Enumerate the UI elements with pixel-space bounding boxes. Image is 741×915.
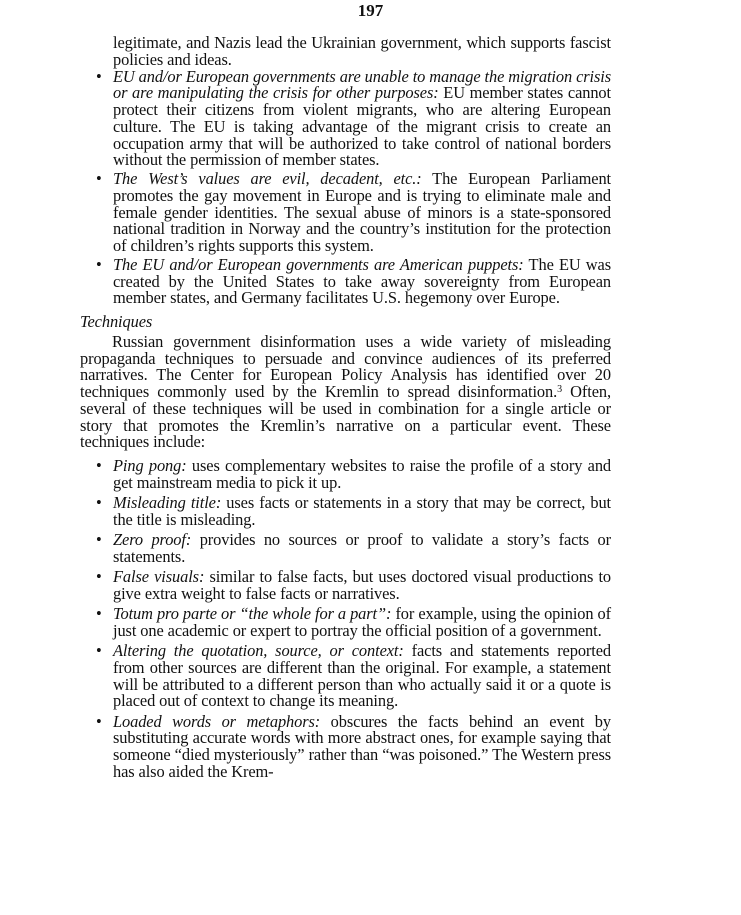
intro-text-part-2: Often, several of these techniques will be used in combination for a single article or story that promotes the Kremlin’s narrative on a particular event. These techniques include: [80, 382, 611, 452]
technique-item [80, 532, 611, 566]
technique-text: provides no sources or proof to validate a story’s facts or statements. [113, 530, 611, 566]
narrative-lead: The West’s values are evil, decadent, etc.: [113, 169, 422, 188]
technique-text: uses facts or statements in a story that may be correct, but the title is misleading. [113, 493, 612, 529]
technique-text: for example, using the opinion of just one academic or expert to portray the official position of a government. [113, 604, 611, 640]
bullet-icon: • [96, 66, 102, 86]
narrative-text: The EU was created by the United States to take away sovereignty from European member states, and Germany facilitates U.S. hegemony over Europe. [113, 254, 612, 308]
technique-item [80, 458, 611, 492]
narrative-item [80, 66, 611, 170]
technique-lead: Zero proof: [113, 530, 192, 549]
narrative-lead: EU and/or European governments are unable to manage the migration crisis or are manipulating the crisis for other purposes: [113, 66, 611, 103]
technique-item [80, 606, 611, 640]
bullet-icon: • [96, 530, 102, 549]
continuation-paragraph: legitimate, and Nazis lead the Ukrainian government, which supports fascist policies and ideas. [113, 33, 611, 69]
technique-text: obscures the facts behind an event by substituting accurate words with more abstract ones, for example saying that someone “died mysteriously” rather than “was poisoned.” The Western press has also aided the Krem- [113, 711, 611, 781]
technique-text: facts and statements reported from other sources are different than the original. For example, a statement will be attributed to a different person than who actually said it or a quote is placed out of context to change its meaning. [113, 641, 612, 711]
technique-item [80, 643, 611, 710]
page-number: 197 [357, 1, 384, 20]
technique-lead: Totum pro parte or “the whole for a part”: [113, 604, 392, 623]
bullet-icon: • [96, 711, 102, 731]
technique-text: uses complementary websites to raise the profile of a story and get mainstream media to pick it up. [113, 456, 612, 492]
technique-lead: False visuals: [113, 567, 205, 586]
technique-item [80, 569, 611, 603]
techniques-list [80, 458, 611, 781]
narrative-item [80, 171, 611, 255]
bullet-icon: • [96, 493, 102, 512]
intro-text-part-1: Russian government disinformation uses a wide variety of misleading propaganda techniques to persuade and convince audiences of its preferred narratives. The Center for European Policy Analysis has identified over 20 techniques commonly used by the Kremlin to spread disinformation. [80, 331, 611, 401]
bullet-icon: • [96, 254, 102, 274]
technique-lead: Ping pong: [113, 456, 187, 475]
footnote-reference[interactable]: 3 [557, 384, 562, 395]
techniques-intro-paragraph [80, 331, 611, 452]
section-heading: Techniques [80, 312, 153, 331]
bullet-icon: • [96, 456, 102, 475]
bullet-icon: • [96, 641, 102, 660]
technique-text: similar to false facts, but uses doctored visual productions to give extra weight to false facts or narratives. [113, 567, 611, 603]
narrative-lead: The EU and/or European governments are American puppets: [113, 254, 524, 274]
technique-lead: Misleading title: [113, 493, 222, 512]
technique-item [80, 495, 611, 529]
technique-lead: Loaded words or metaphors: [113, 711, 321, 731]
narratives-list [80, 66, 612, 308]
technique-lead: Altering the quotation, source, or context: [113, 641, 404, 660]
bullet-icon: • [96, 604, 102, 623]
technique-item [80, 711, 611, 781]
page-content [80, 35, 611, 784]
narrative-text: The European Parliament promotes the gay movement in Europe and is trying to eliminate male and female gender identities. The sexual abuse of minors is a state-sponsored national tradition in Norway and the country’s institution for the protection of children’s rights supports this system. [113, 169, 611, 255]
narrative-text: EU member states cannot protect their citizens from violent migrants, who are altering European culture. The EU is taking advantage of the migrant crisis to create an occupation army that will be authorized to take control of national borders without the permission of member states. [113, 83, 611, 170]
bullet-icon: • [96, 169, 102, 188]
narrative-item [80, 254, 612, 308]
bullet-icon: • [96, 567, 102, 586]
